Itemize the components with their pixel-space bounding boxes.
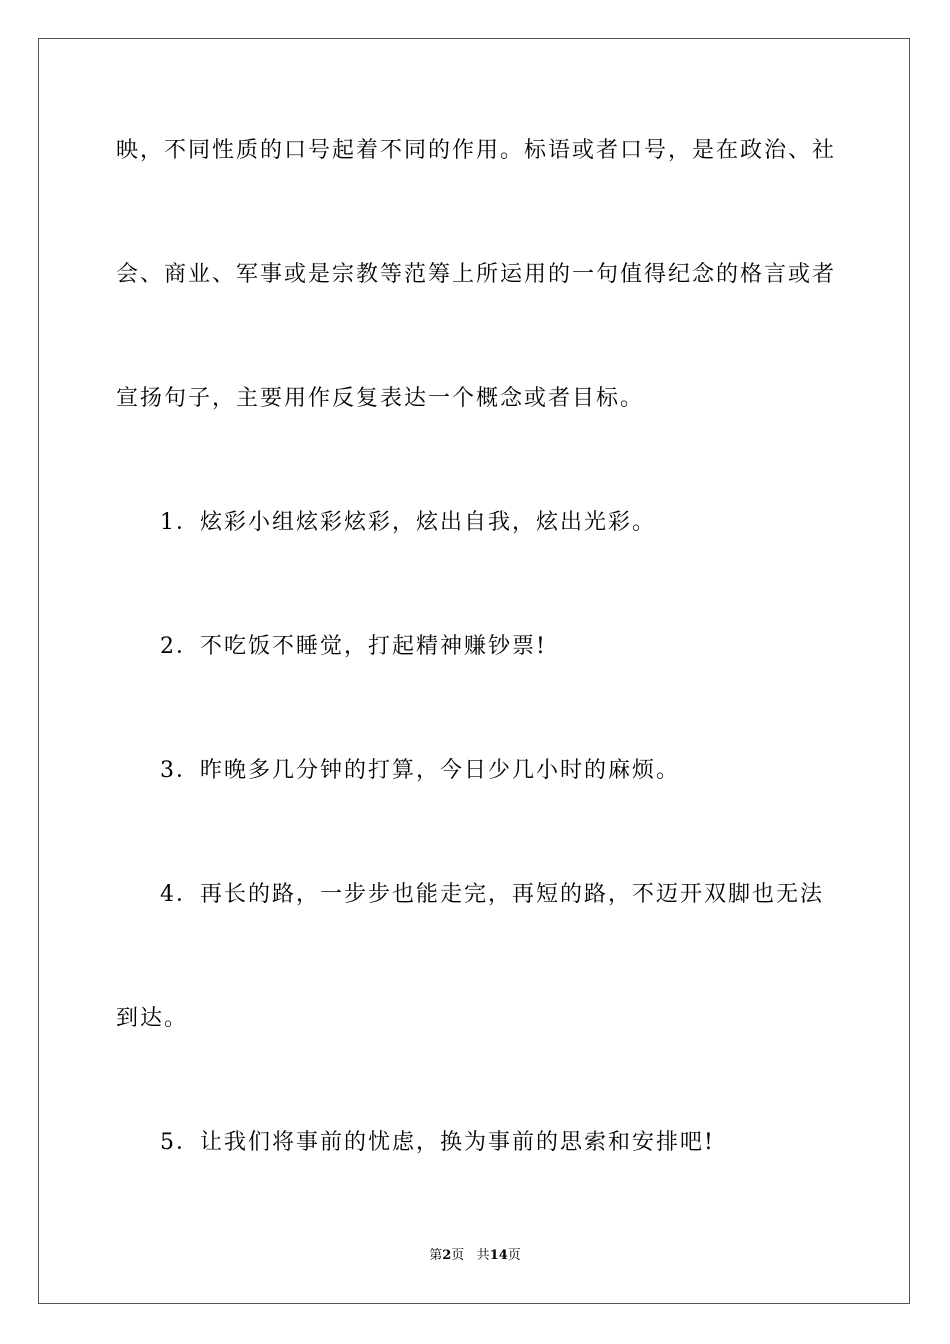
slogan-item-2: 2．不吃饭不睡觉，打起精神赚钞票! xyxy=(160,634,547,659)
intro-line-3: 宣扬句子，主要用作反复表达一个概念或者目标。 xyxy=(116,386,645,411)
footer-total-prefix: 共 xyxy=(476,1248,490,1263)
footer-page-prefix: 第 xyxy=(429,1248,443,1263)
footer-total-suffix: 页 xyxy=(507,1248,521,1263)
slogan-item-5: 5．让我们将事前的忧虑，换为事前的思索和安排吧! xyxy=(160,1130,715,1155)
page-footer xyxy=(0,1247,950,1265)
slogan-item-1: 1．炫彩小组炫彩炫彩，炫出自我，炫出光彩。 xyxy=(160,510,656,535)
slogan-item-4-continuation: 到达。 xyxy=(116,1006,189,1031)
page-border xyxy=(38,38,910,1304)
intro-line-1: 映，不同性质的口号起着不同的作用。标语或者口号，是在政治、社 xyxy=(116,138,837,163)
footer-total-number: 14 xyxy=(489,1248,508,1263)
slogan-item-4: 4．再长的路，一步步也能走完，再短的路，不迈开双脚也无法 xyxy=(160,882,824,907)
intro-line-2: 会、商业、军事或是宗教等范筹上所运用的一句值得纪念的格言或者 xyxy=(116,262,837,287)
footer-page-suffix: 页 xyxy=(451,1248,465,1263)
slogan-item-3: 3．昨晚多几分钟的打算，今日少几小时的麻烦。 xyxy=(160,758,680,783)
footer-page-number: 2 xyxy=(442,1248,452,1263)
